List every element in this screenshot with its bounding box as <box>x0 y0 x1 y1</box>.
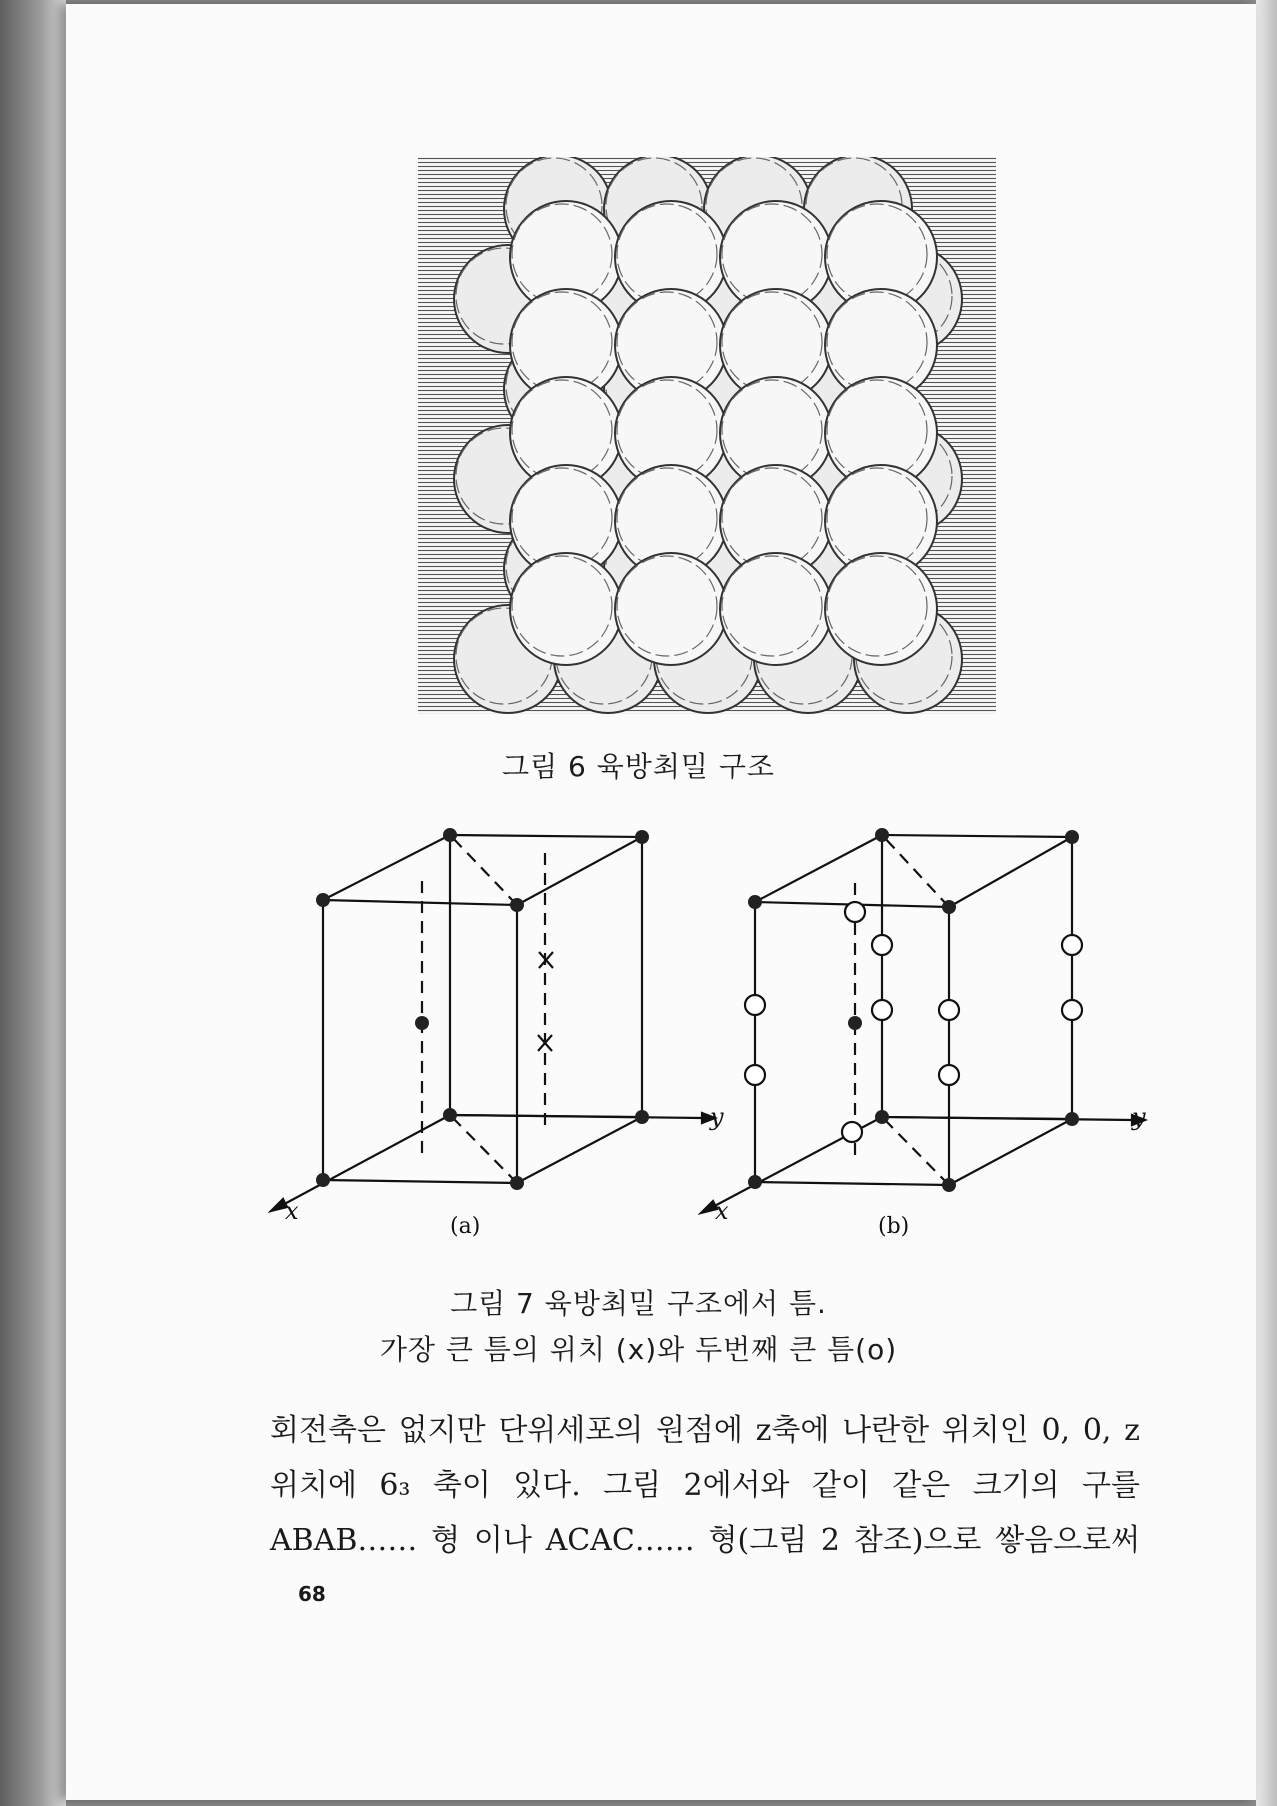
book-binding-shadow <box>0 0 66 1806</box>
panel-a-atoms <box>316 828 649 1190</box>
body-text-line-2: 위치에 6₃ 축이 있다. 그림 2에서와 같이 같은 크기의 구를 <box>270 1468 1140 1503</box>
figure-7-caption-line-2: 가장 큰 틈의 위치 (x)와 두번째 큰 틈(o) <box>379 1333 898 1366</box>
panel-a-label: (a) <box>450 1214 481 1239</box>
panel-b-label: (b) <box>878 1214 910 1239</box>
figure-6-caption: 그림 6 육방최밀 구조 <box>502 750 775 783</box>
panel-a-y-axis-label: y <box>710 1103 724 1131</box>
book-page-edge <box>1256 0 1277 1806</box>
figure-7-unit-cells <box>255 815 1155 1245</box>
panel-b-y-axis-label: y <box>1132 1103 1146 1131</box>
body-text-line-1: 회전축은 없지만 단위세포의 원점에 z축에 나란한 위치인 0, 0, z <box>270 1413 1140 1448</box>
body-text-line-3: ABAB…… 형 이나 ACAC…… 형(그림 2 참조)으로 쌓음으로써 <box>270 1523 1140 1558</box>
panel-b-x-axis-label: x <box>715 1197 729 1225</box>
panel-a-cell <box>271 835 715 1211</box>
figure-7-caption-line-1: 그림 7 육방최밀 구조에서 틈. <box>450 1287 827 1320</box>
panel-b-cell <box>701 835 1145 1213</box>
panel-b-atoms <box>748 828 1079 1192</box>
page-number: 68 <box>298 1582 326 1606</box>
panel-b-interstitial-sites <box>745 902 1082 1142</box>
figure-6-hcp-spheres <box>418 157 996 714</box>
panel-a-x-axis-label: x <box>285 1197 299 1225</box>
